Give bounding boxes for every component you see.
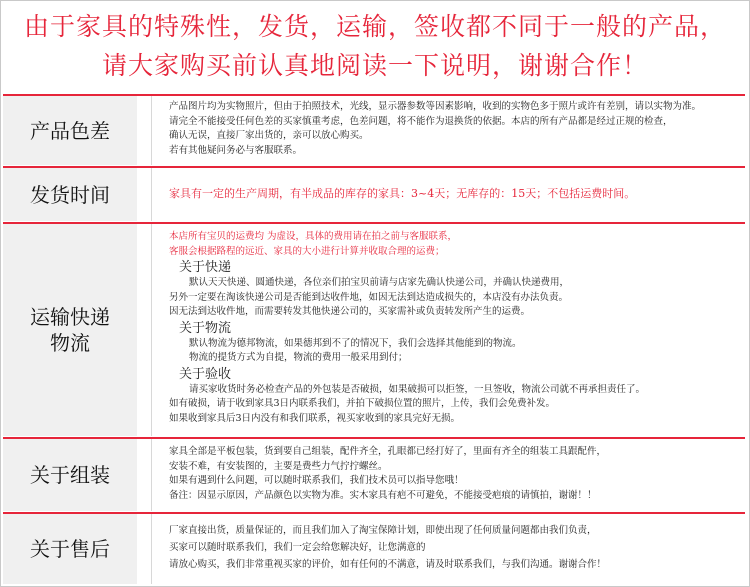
section-aftersales xyxy=(3,514,745,584)
text-line: 若有其他疑问务必与客服联系。 xyxy=(169,144,303,156)
section-assembly xyxy=(3,439,745,511)
section-divider xyxy=(151,224,152,436)
shipping-time-text: 家具有一定的生产周期，有半成品的库存的家具：3~4天；无库存的：15天；不包括运费时间。 xyxy=(169,187,636,201)
text-line: 家具全部是平板包装，货到要自己组装，配件齐全，孔眼都已经打好了，里面有齐全的组装工具跟配件， xyxy=(169,446,607,457)
section-divider xyxy=(151,514,152,584)
text-line: 厂家直接出货，质量保证的，而且我们加入了淘宝保障计划，即使出现了任何质量问题都由我们负责， xyxy=(169,525,597,536)
logistics-title: 关于物流 xyxy=(179,320,232,336)
section-label: 关于组装 xyxy=(3,439,137,511)
intro-line: 本店所有宝贝的运费均 为虚设，具体的费用请在拍之前与客服联系， xyxy=(169,231,458,242)
notice-header xyxy=(0,0,750,92)
section-shipping-time xyxy=(3,168,745,221)
section-divider xyxy=(151,96,152,165)
text-line: 买家可以随时联系我们，我们一定会给您解决好，让您满意的 xyxy=(169,542,426,553)
text-line: 请买家收货时务必检查产品的外包装是否破损，如果破损可以拒签，一旦签收，物流公司就不再承担责任了。 xyxy=(189,383,646,395)
text-line: 产品图片均为实物照片，但由于拍照技术，光线，显示器参数等因素影响，收到的实物色多于照片或许有差别，请以实物为准。 xyxy=(169,101,702,112)
section-content xyxy=(169,96,741,165)
section-content xyxy=(169,439,741,511)
label-line: 物流 xyxy=(50,331,90,355)
express-title: 关于快递 xyxy=(179,260,232,275)
section-delivery xyxy=(3,224,745,436)
section-divider xyxy=(151,168,152,221)
section-content xyxy=(169,168,741,221)
section-label: 关于售后 xyxy=(3,514,137,584)
label-line: 运输快递 xyxy=(30,305,110,329)
section-content xyxy=(169,514,741,584)
text-line: 如果收到家具后3日内没有和我们联系，视买家收到的家具完好无损。 xyxy=(169,412,461,424)
inspection-title: 关于验收 xyxy=(179,366,232,382)
text-line: 默认物流为德邦物流，如果德邦到不了的情况下，我们会选择其他能到的物流。 xyxy=(189,337,522,349)
header-line-1: 由于家具的特殊性，发货，运输，签收都不同于一般的产品， xyxy=(23,12,726,41)
section-content xyxy=(169,224,741,436)
text-line: 请放心购买，我们非常重视买家的评价，如有任何的不满意，请及时联系我们，与我们沟通。谢谢合作！ xyxy=(169,559,607,570)
text-line: 物流的提货方式为自提，物流的费用一般采用到付； xyxy=(189,352,408,363)
text-line: 因无法到达收件地，而需要转发其他快递公司的，买家需补或负责转发所产生的运费。 xyxy=(169,306,531,317)
text-line: 如有破损，请于收到家具3日内联系我们，并拍下破损位置的照片，上传，我们会免费补发。 xyxy=(169,398,556,409)
section-divider xyxy=(151,439,152,511)
section-color-difference xyxy=(3,96,745,165)
header-line-2: 请大家购买前认真地阅读一下说明，谢谢合作！ xyxy=(101,51,648,80)
text-line: 如果有遇到什么问题，可以随时联系我们，我们技术员可以指导您哦！ xyxy=(169,475,464,486)
text-line: 另外一定要在淘该快递公司是否能到达收件地，如因无法到达造成损失的，本店没有办法负责。 xyxy=(169,291,569,303)
text-line: 请完全不能接受任何色差的买家慎重考虑，色差问题，将不能作为退换货的依据。本店的所有产品都是经过正规的检查， xyxy=(169,115,673,127)
section-label xyxy=(3,224,137,436)
text-line: 确认无误，直接厂家出货的，亲可以放心购买。 xyxy=(169,130,369,141)
section-label: 发货时间 xyxy=(3,168,137,221)
intro-line: 客服会根据路程的远近、家具的大小进行计算并收取合理的运费； xyxy=(169,245,445,257)
text-line: 安装不难，有安装图的，主要是费些力气拧拧螺丝。 xyxy=(169,460,388,472)
section-label: 产品色差 xyxy=(3,96,137,165)
text-line: 默认天天快递、圆通快递，各位亲们拍宝贝前请与店家先确认快递公司，并确认快递费用， xyxy=(189,277,570,288)
text-line: 备注：因显示原因，产品颜色以实物为准。实木家具有疤不可避免，不能接受疤痕的请慎拍，谢谢！！ xyxy=(169,489,597,501)
